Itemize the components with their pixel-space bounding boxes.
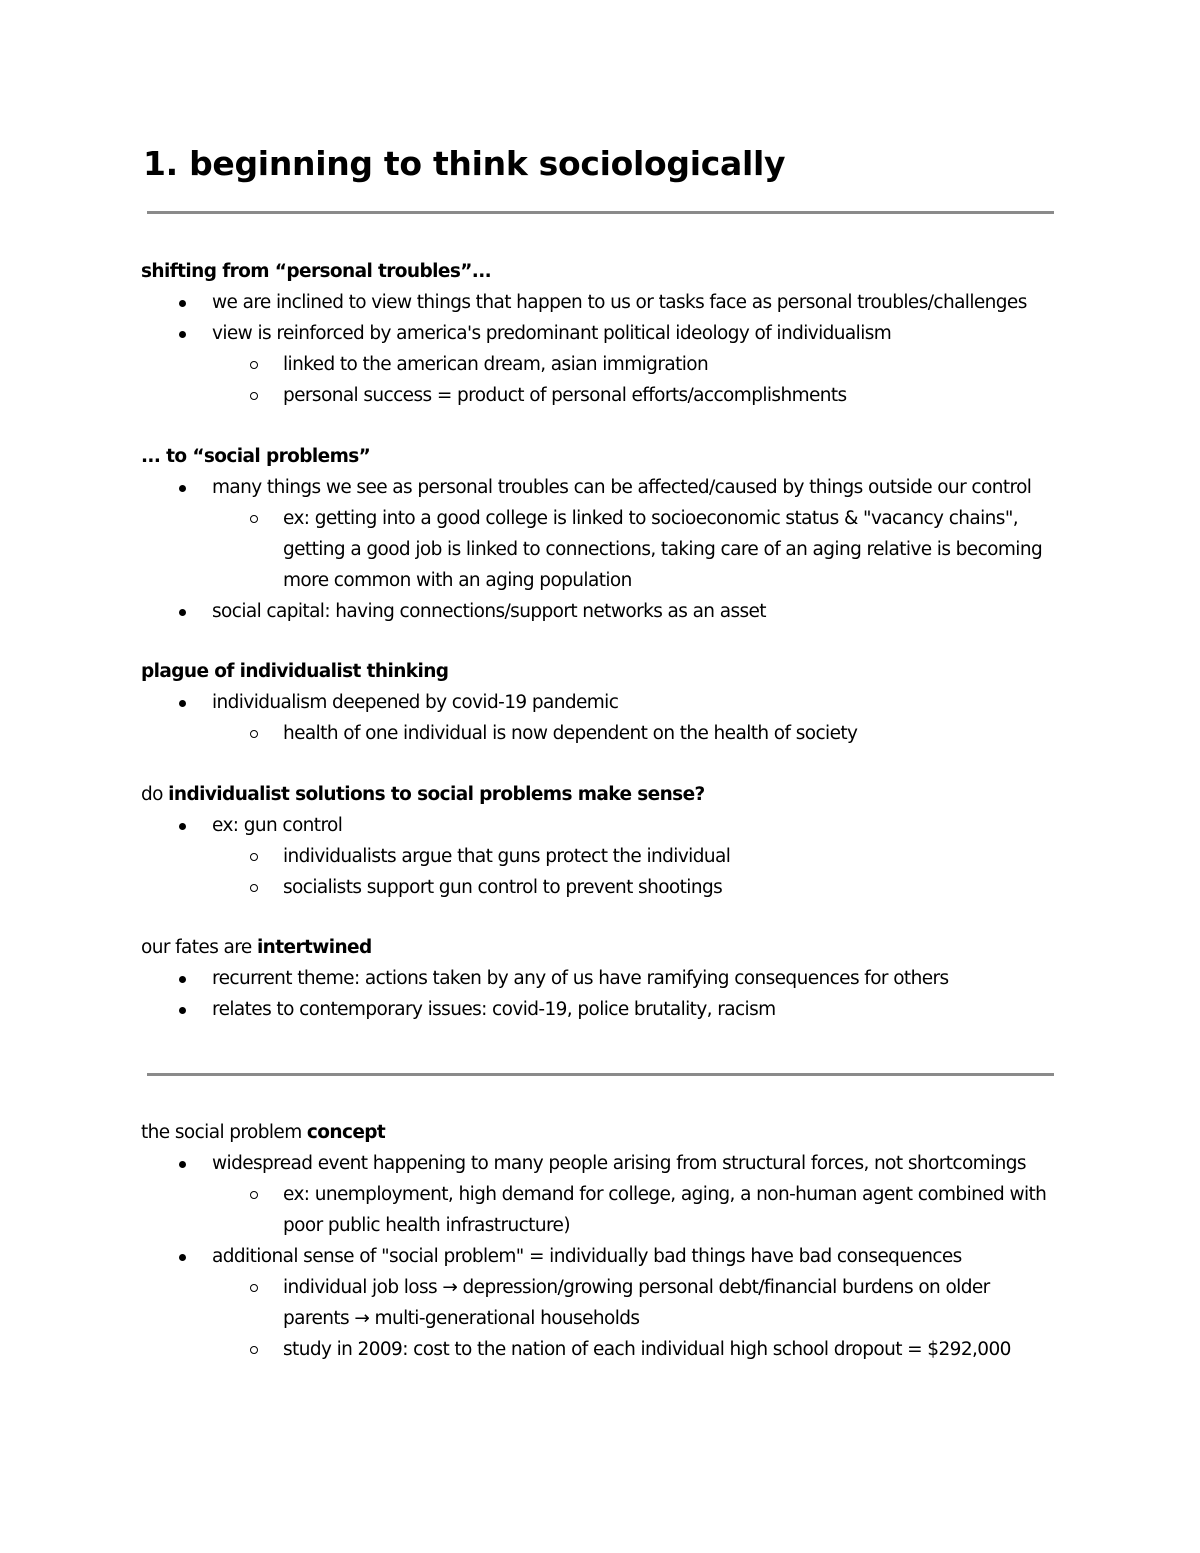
section-heading xyxy=(141,1117,1053,1148)
hollow-bullet-icon xyxy=(250,1191,258,1199)
sub-bullet-item xyxy=(141,841,1053,872)
section-heading xyxy=(141,656,1053,687)
bullet-text: relates to contemporary issues: covid-19, police brutality, racism xyxy=(212,999,776,1020)
section-heading xyxy=(141,441,1053,472)
filled-bullet-icon xyxy=(179,485,186,492)
bullet-text: view is reinforced by america's predominant political ideology of individualism xyxy=(212,323,892,344)
bullet-text: we are inclined to view things that happen to us or tasks face as personal troubles/challenges xyxy=(212,292,1027,313)
page-title: 1. beginning to think sociologically xyxy=(143,144,786,183)
hollow-bullet-icon xyxy=(250,361,258,369)
bullet-item xyxy=(141,596,1053,627)
bullet-text: ex: unemployment, high demand for college, aging, a non-human agent combined with poor public health infrastructure) xyxy=(283,1184,1047,1236)
section-heading xyxy=(141,256,1053,287)
bullet-text: ex: gun control xyxy=(212,815,343,836)
hollow-bullet-icon xyxy=(250,884,258,892)
heading-text: our fates are xyxy=(141,937,257,958)
bullet-item xyxy=(141,1148,1053,1179)
sub-bullet-item xyxy=(141,1272,1053,1334)
bullet-item xyxy=(141,994,949,1025)
filled-bullet-icon xyxy=(179,823,186,830)
hollow-bullet-icon xyxy=(250,853,258,861)
bullet-text: study in 2009: cost to the nation of each individual high school dropout = $292,000 xyxy=(283,1339,1011,1360)
heading-text: plague of individualist thinking xyxy=(141,661,449,682)
heading-text: shifting from “personal troubles”... xyxy=(141,261,492,282)
filled-bullet-icon xyxy=(179,1007,186,1014)
filled-bullet-icon xyxy=(179,976,186,983)
bullet-text: individualism deepened by covid-19 pandemic xyxy=(212,692,619,713)
section xyxy=(141,441,1053,627)
hollow-bullet-icon xyxy=(250,730,258,738)
hollow-bullet-icon xyxy=(250,515,258,523)
section xyxy=(141,1117,1053,1365)
bullet-text: widespread event happening to many people arising from structural forces, not shortcomings xyxy=(212,1153,1026,1174)
bullet-item xyxy=(141,318,1053,349)
bullet-text: linked to the american dream, asian immigration xyxy=(283,354,709,375)
bullet-text: ex: getting into a good college is linked to socioeconomic status & "vacancy chains", getting a good job is linked to connections, taking care of an aging relative is becoming more common with an aging population xyxy=(283,508,1043,591)
heading-text: concept xyxy=(306,1122,386,1143)
bullet-item xyxy=(141,687,1053,718)
filled-bullet-icon xyxy=(179,331,186,338)
filled-bullet-icon xyxy=(179,609,186,616)
sub-bullet-item xyxy=(141,1334,1053,1365)
bullet-item xyxy=(141,287,1053,318)
bullet-text: personal success = product of personal efforts/accomplishments xyxy=(283,385,847,406)
heading-text: intertwined xyxy=(256,937,372,958)
section xyxy=(141,779,1053,903)
sub-bullet-item xyxy=(141,718,1053,749)
sub-bullet-item xyxy=(141,872,1053,903)
hollow-bullet-icon xyxy=(250,392,258,400)
bullet-text: socialists support gun control to prevent shootings xyxy=(283,877,723,898)
horizontal-divider xyxy=(147,1073,1054,1076)
filled-bullet-icon xyxy=(179,700,186,707)
bullet-text: individual job loss → depression/growing personal debt/financial burdens on older parents → multi-generational households xyxy=(283,1277,990,1329)
bullet-text: many things we see as personal troubles can be affected/caused by things outside our control xyxy=(212,477,1032,498)
hollow-bullet-icon xyxy=(250,1346,258,1354)
section-heading xyxy=(141,932,949,963)
section xyxy=(141,932,949,1025)
bullet-text: social capital: having connections/support networks as an asset xyxy=(212,601,766,622)
bullet-item xyxy=(141,963,949,994)
heading-text: do xyxy=(141,784,169,805)
sub-bullet-item xyxy=(141,380,1053,411)
heading-text: the social problem xyxy=(141,1122,307,1143)
bullet-item xyxy=(141,472,1053,503)
filled-bullet-icon xyxy=(179,300,186,307)
bullet-item xyxy=(141,1241,1053,1272)
sub-bullet-item xyxy=(141,1179,1053,1241)
sub-bullet-item xyxy=(141,349,1053,380)
bullet-text: individualists argue that guns protect the individual xyxy=(283,846,731,867)
bullet-text: health of one individual is now dependent on the health of society xyxy=(283,723,858,744)
heading-text: individualist solutions to social problems make sense? xyxy=(168,784,705,805)
filled-bullet-icon xyxy=(179,1254,186,1261)
filled-bullet-icon xyxy=(179,1161,186,1168)
sub-bullet-item xyxy=(141,503,1053,596)
bullet-text: additional sense of "social problem" = individually bad things have bad consequences xyxy=(212,1246,962,1267)
section xyxy=(141,656,1053,749)
horizontal-divider xyxy=(147,211,1054,214)
section xyxy=(141,256,1053,411)
bullet-text: recurrent theme: actions taken by any of us have ramifying consequences for others xyxy=(212,968,949,989)
hollow-bullet-icon xyxy=(250,1284,258,1292)
section-heading xyxy=(141,779,1053,810)
bullet-item xyxy=(141,810,1053,841)
heading-text: ... to “social problems” xyxy=(141,446,371,467)
